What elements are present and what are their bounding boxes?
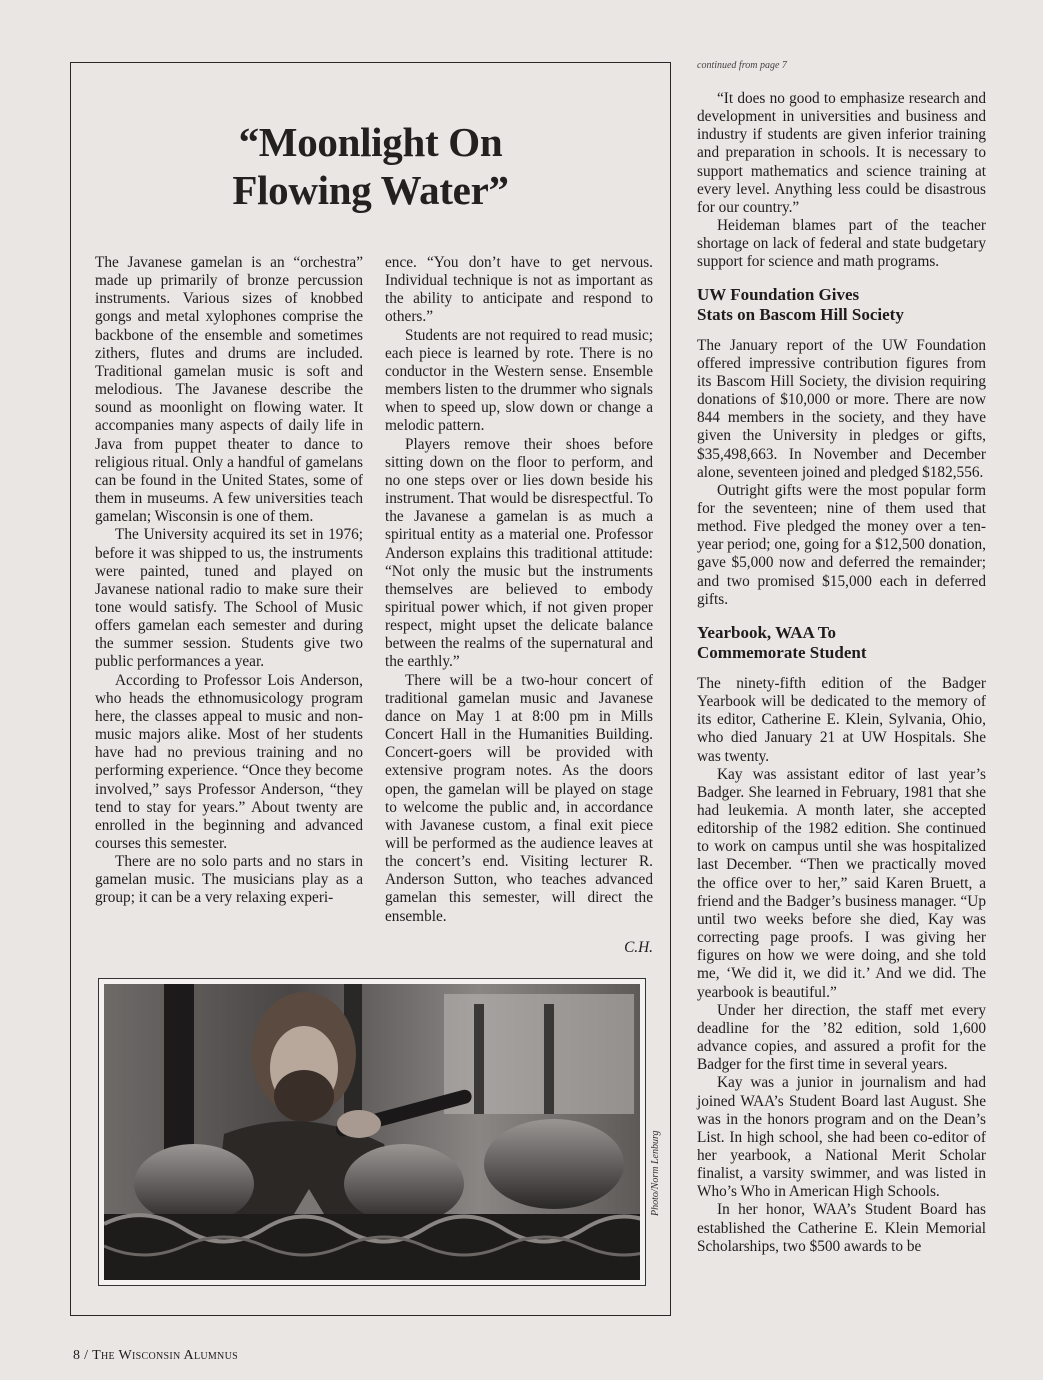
article-paragraph: ence. “You don’t have to get nervous. Individual technique is not as important as the ability to anticipate and respond to others.” [385,254,653,326]
publication-name: The Wisconsin Alumnus [92,1348,238,1363]
article-headline [70,118,671,214]
article-paragraph: There are no solo parts and no stars in gamelan music. The musicians play as a group; it can be a very relaxing experi- [95,853,363,907]
article-column-left [95,254,363,908]
article-column-middle [385,254,653,926]
section-heading-foundation: UW Foundation Gives Stats on Bascom Hill Society [697,284,904,324]
article-paragraph: In her honor, WAA’s Student Board has established the Catherine E. Klein Memorial Scholarships, two $500 awards to be [697,1201,986,1255]
article-paragraph: “It does no good to emphasize research and development in universities and business and industry if students are given inferior training and preparation in schools. It is necessary to support mathematics and science training at every level. Anything less could be disastrous for our country.” [697,90,986,216]
article-paragraph: Students are not required to read music; each piece is learned by rote. There is no conductor in the Western sense. Ensemble members listen to the drummer who signals when to speed up, slow down or change a melodic pattern. [385,326,653,435]
article-paragraph: Kay was assistant editor of last year’s Badger. She learned in February, 1981 that she had leukemia. A month later, she accepted editorship of the 1982 edition. She continued to work on campus until she was hospitalized last December. “Then we practically moved the office over to her,” said Karen Bruett, a friend and the Badger’s business manager. “Up until two weeks before she died, Kay was correcting page proofs. I was giving her figures on how we were doing, and she told me, ‘We did it, we did it.’ And we did. The yearbook is beautiful.” [697,765,986,1001]
page-footer [73,1348,238,1364]
gamelan-player-photo [104,984,640,1280]
article-paragraph: Players remove their shoes before sitting down on the floor to perform, and no one steps over or lies down beside his instrument. That would be disrespectful. To the Javanese a gamelan is as much a spiritual entity as a material one. Professor Anderson explains this traditional attitude: “Not only the music but the instruments themselves are believed to embody spiritual power which, if not given proper respect, might upset the delicate balance between the realms of the supernatural and the earthly.” [385,435,653,671]
article-paragraph: The Javanese gamelan is an “orchestra” made up primarily of bronze percussion instruments. Various sizes of knobbed gongs and metal xylophones comprise the backbone of the ensemble and sometimes zithers, flutes and drums are included. Traditional gamelan music is soft and melodious. The Javanese describe the sound as moonlight on flowing water. It accompanies many aspects of daily life in Java from puppet theater to dance to religious ritual. Only a handful of gamelans can be found in the United States, some of them in museums. A few universities teach gamelan; Wisconsin is one of them. [95,254,363,526]
photo-credit: Photo/Norm Lenburg [650,1130,661,1216]
article-paragraph: The University acquired its set in 1976; before it was shipped to us, the instruments were painted, tuned and played on Javanese national radio to make sure their tone would satisfy. The School of Music offers gamelan each semester and during the summer session. Students give two public performances a year. [95,526,363,671]
continued-note: continued from page 7 [697,60,787,71]
article-paragraph: The January report of the UW Foundation offered impressive contribution figures from its Bascom Hill Society, the division requiring donations of $10,000 or more. There are now 844 members in the society, and they have given the University in pledges or gifts, $35,498,663. In November and December alone, seventeen joined and pledged $182,556. [697,336,986,481]
article-paragraph: There will be a two-hour concert of traditional gamelan music and Javanese dance on May 1 at 8:00 pm in Mills Concert Hall in the Humanities Building. Concert-goers will be provided with extensive program notes. As the doors open, the gamelan will be played on stage to welcome the public and, in accordance with Javanese custom, a final exit piece will be performed as the audience leaves at the concert’s end. Visiting lecturer R. Anderson Sutton, who teaches advanced gamelan this semester, will direct the ensemble. [385,671,653,925]
article-paragraph: Heideman blames part of the teacher shortage on lack of federal and state budgetary support for science and math programs. [697,217,986,271]
article-paragraph: The ninety-fifth edition of the Badger Yearbook will be dedicated to the memory of its editor, Catherine E. Klein, Sylvania, Ohio, who died January 21 at UW Hospitals. She was twenty. [697,674,986,765]
page-number: 8 [73,1348,81,1363]
article-paragraph: According to Professor Lois Anderson, who heads the ethnomusicology program here, the classes appeal to music and non-music majors alike. Most of her students have had no previous training and no performing experience. “Once they become involved,” says Professor Anderson, “they tend to stay for years.” About twenty are enrolled in the beginning and advanced courses this semester. [95,671,363,852]
article-paragraph: Under her direction, the staff met every deadline for the ’82 edition, sold 1,600 advance copies, and assured a profit for the Badger for the first time in several years. [697,1001,986,1074]
article-paragraph: Outright gifts were the most popular form for the seventeen; nine of them used that method. Five pledged the money over a ten-year period; one, going for a $12,500 donation, gave $5,000 now and deferred the remainder; and two promised $15,000 each in deferred gifts. [697,481,986,608]
headline-line-2: Flowing Water” [232,167,509,213]
headline-line-1: “Moonlight On [238,119,503,165]
author-signature: C.H. [624,939,653,956]
section-heading-yearbook: Yearbook, WAA To Commemorate Student [697,622,867,662]
footer-separator: / [84,1348,89,1363]
article-paragraph: Kay was a junior in journalism and had joined WAA’s Student Board last August. She was in the honors program and on the Dean’s List. In high school, she had been co-editor of her yearbook, a National Merit Scholar finalist, a varsity swimmer, and was listed in Who’s Who in American High Schools. [697,1074,986,1201]
right-column [697,90,986,1256]
